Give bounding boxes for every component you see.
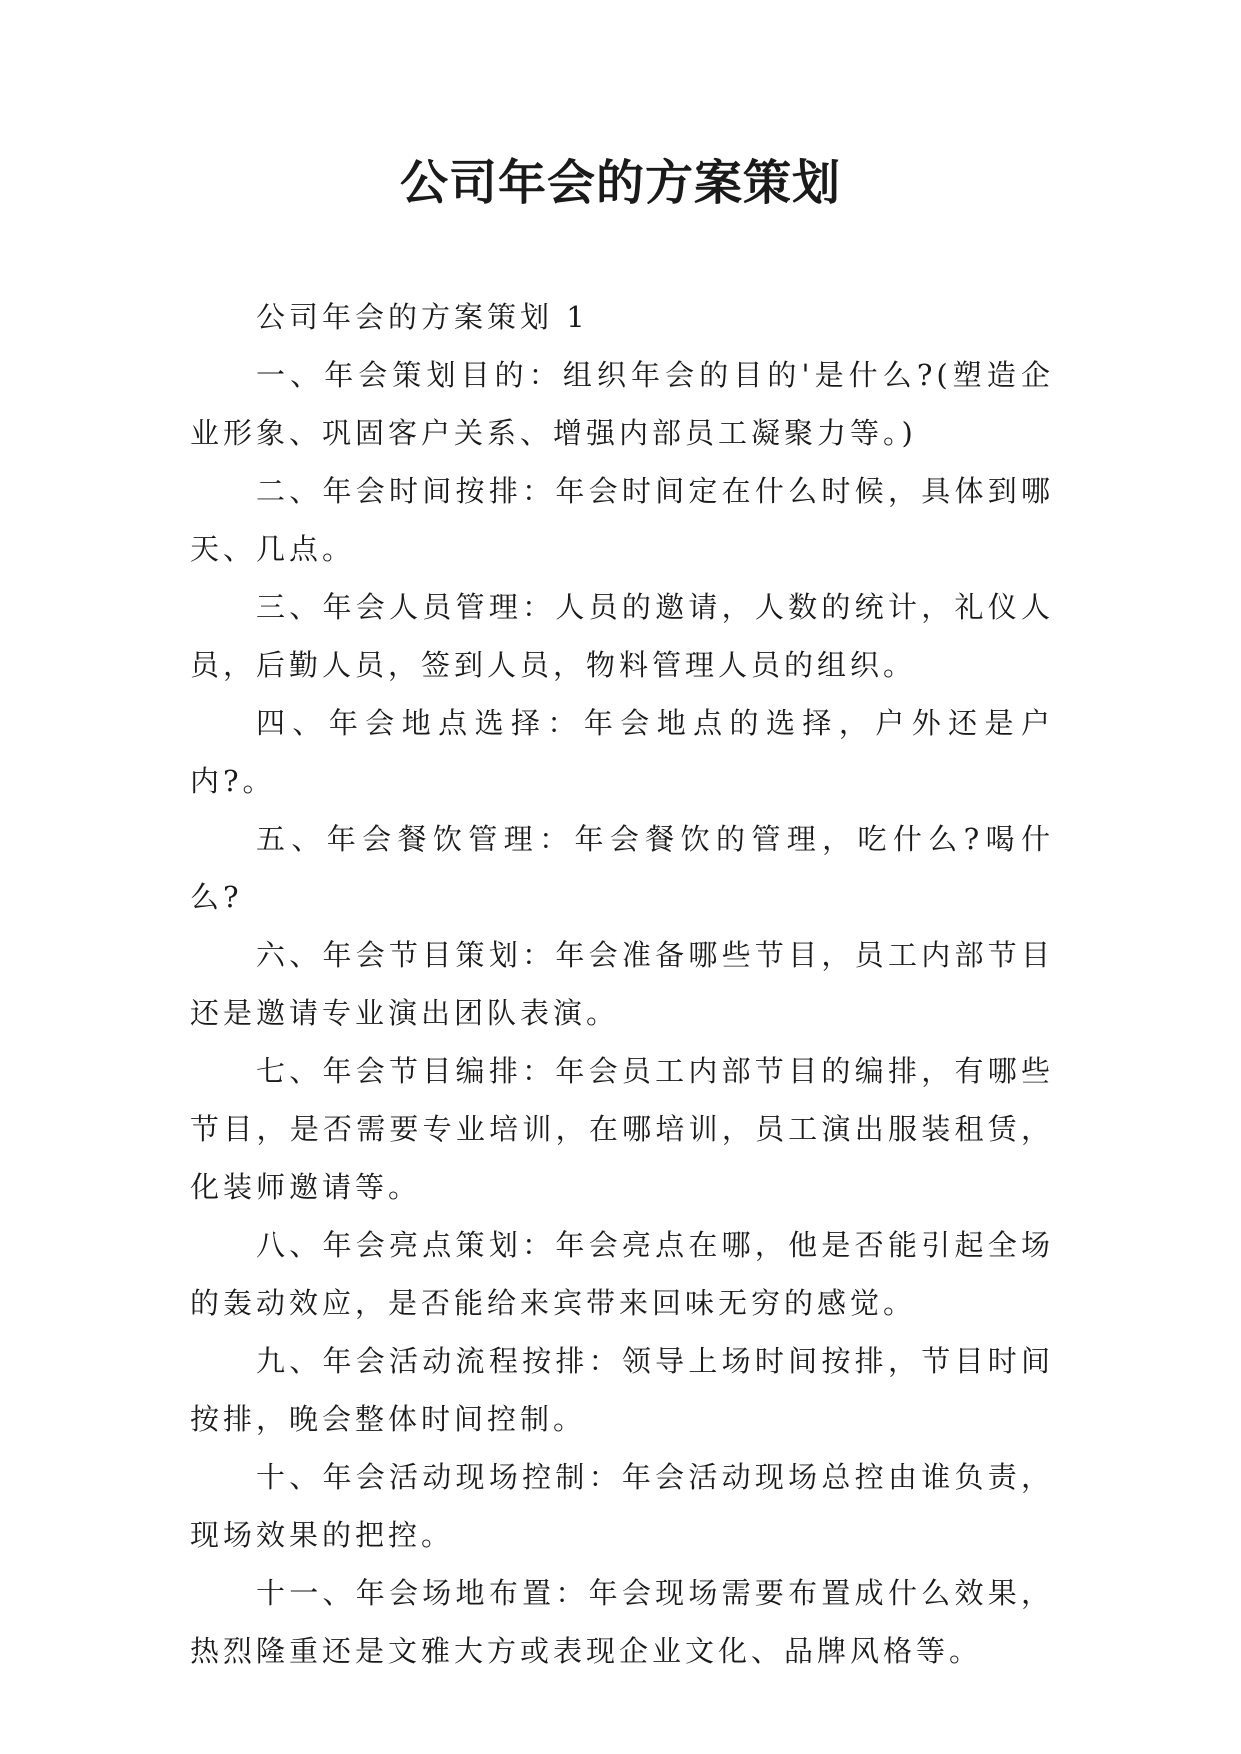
paragraph-purpose: 一、年会策划目的：组织年会的目的'是什么?(塑造企业形象、巩固客户关系、增强内部员工凝聚力等。) xyxy=(190,358,1054,450)
paragraph-onsite-control: 十、年会活动现场控制：年会活动现场总控由谁负责，现场效果的把控。 xyxy=(190,1460,1054,1552)
paragraph-venue: 四、年会地点选择：年会地点的选择，户外还是户内?。 xyxy=(190,706,1054,798)
paragraph-schedule: 九、年会活动流程按排：领导上场时间按排，节目时间按排，晚会整体时间控制。 xyxy=(190,1344,1054,1436)
document-body xyxy=(190,288,1054,1680)
paragraph-highlights: 八、年会亮点策划：年会亮点在哪，他是否能引起全场的轰动效应，是否能给来宾带来回味无穷的感觉。 xyxy=(190,1228,1054,1320)
paragraph-catering: 五、年会餐饮管理：年会餐饮的管理，吃什么?喝什么? xyxy=(190,822,1054,914)
paragraph-personnel: 三、年会人员管理：人员的邀请，人数的统计，礼仪人员，后勤人员，签到人员，物料管理人员的组织。 xyxy=(190,590,1054,682)
paragraph-venue-decoration: 十一、年会场地布置：年会现场需要布置成什么效果，热烈隆重还是文雅大方或表现企业文化、品牌风格等。 xyxy=(190,1576,1054,1668)
paragraph-program-planning: 六、年会节目策划：年会准备哪些节目，员工内部节目还是邀请专业演出团队表演。 xyxy=(190,938,1054,1030)
paragraph-time: 二、年会时间按排：年会时间定在什么时候，具体到哪天、几点。 xyxy=(190,474,1054,566)
document-title: 公司年会的方案策划 xyxy=(399,155,841,211)
paragraph-program-arrangement: 七、年会节目编排：年会员工内部节目的编排，有哪些节目，是否需要专业培训，在哪培训，员工演出服装租赁，化装师邀请等。 xyxy=(190,1054,1054,1204)
subtitle-paragraph: 公司年会的方案策划 1 xyxy=(256,300,589,334)
